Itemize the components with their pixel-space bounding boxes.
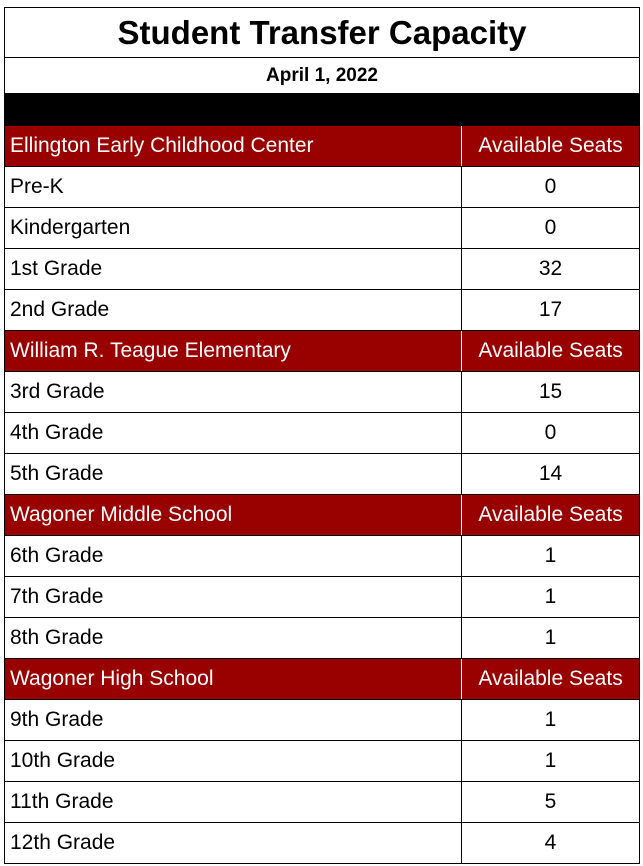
seats-cell: 1 (544, 544, 557, 567)
seats-cell: 15 (538, 380, 563, 403)
grade-cell: 1st Grade (5, 249, 462, 289)
seats-cell: 32 (538, 257, 563, 280)
grade-cell: 11th Grade (5, 782, 462, 822)
grade-cell: 7th Grade (5, 577, 462, 617)
column-header-available-seats: Available Seats (478, 667, 623, 690)
seats-cell: 1 (544, 708, 557, 731)
seats-cell: 0 (544, 216, 557, 239)
table-row (4, 249, 640, 290)
page-title: Student Transfer Capacity (4, 8, 640, 57)
seats-cell: 5 (544, 790, 557, 813)
seats-cell: 0 (544, 421, 557, 444)
table-row (4, 208, 640, 249)
school-name: Ellington Early Childhood Center (5, 126, 462, 166)
school-header-row (4, 126, 640, 167)
grade-cell: 10th Grade (5, 741, 462, 781)
grade-cell: 3rd Grade (5, 372, 462, 412)
table-row (4, 290, 640, 331)
table-row (4, 413, 640, 454)
table-row (4, 454, 640, 495)
table-row (4, 167, 640, 208)
grade-cell: Pre-K (5, 167, 462, 207)
school-header-row (4, 659, 640, 700)
table-row (4, 741, 640, 782)
column-header-available-seats: Available Seats (478, 134, 623, 157)
table-row (4, 700, 640, 741)
table-row (4, 577, 640, 618)
school-name: Wagoner High School (5, 659, 462, 699)
seats-cell: 4 (544, 831, 557, 854)
seats-cell: 14 (538, 462, 563, 485)
school-name: William R. Teague Elementary (5, 331, 462, 371)
grade-cell: 5th Grade (5, 454, 462, 494)
school-header-row (4, 331, 640, 372)
table-row (4, 618, 640, 659)
grade-cell: 12th Grade (5, 823, 462, 863)
grade-cell: 8th Grade (5, 618, 462, 658)
report-date: April 1, 2022 (4, 57, 640, 93)
grade-cell: 9th Grade (5, 700, 462, 740)
seats-cell: 1 (544, 749, 557, 772)
grade-cell: 2nd Grade (5, 290, 462, 330)
school-name: Wagoner Middle School (5, 495, 462, 535)
school-header-row (4, 495, 640, 536)
seats-cell: 17 (538, 298, 563, 321)
table-row (4, 782, 640, 823)
seats-cell: 1 (544, 626, 557, 649)
seats-cell: 1 (544, 585, 557, 608)
grade-cell: Kindergarten (5, 208, 462, 248)
table-row (4, 536, 640, 577)
grade-cell: 4th Grade (5, 413, 462, 453)
column-header-available-seats: Available Seats (478, 503, 623, 526)
seats-cell: 0 (544, 175, 557, 198)
table-row (4, 823, 640, 864)
grade-cell: 6th Grade (5, 536, 462, 576)
divider-bar (4, 93, 640, 126)
column-header-available-seats: Available Seats (478, 339, 623, 362)
table-row (4, 372, 640, 413)
transfer-capacity-table (4, 7, 640, 864)
